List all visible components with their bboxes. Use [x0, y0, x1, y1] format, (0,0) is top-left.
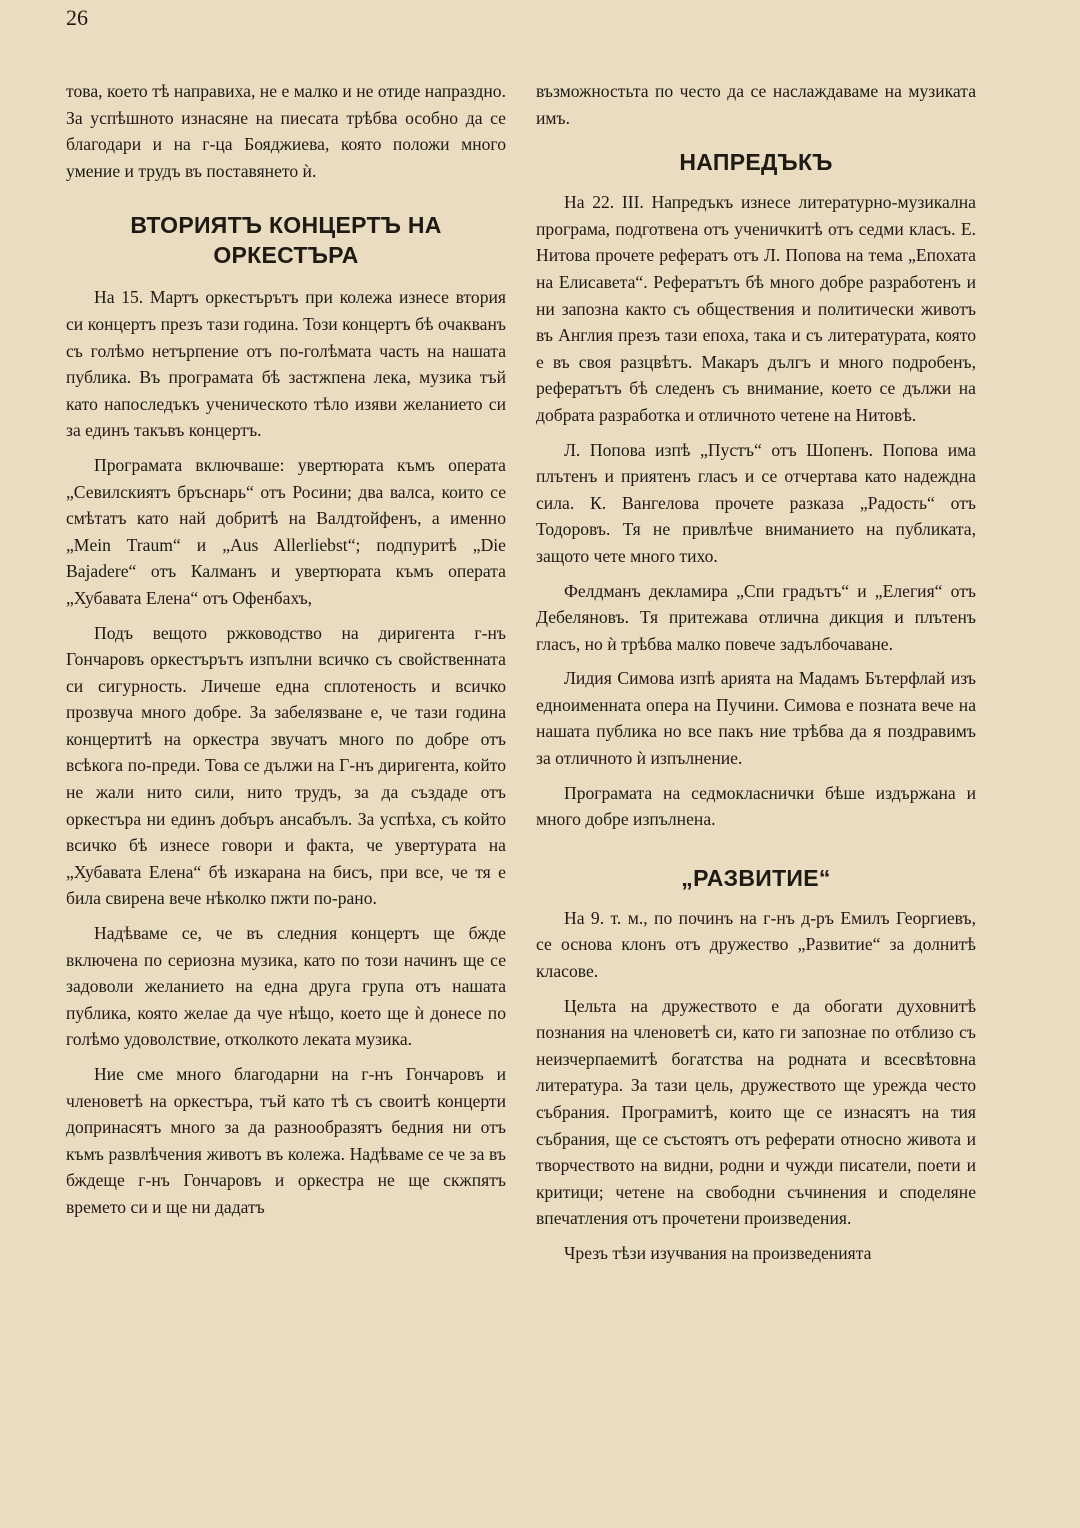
concert-paragraph-2: Програмата включваше: увертюрата къмъ операта „Севилскиятъ бръснарь“ отъ Росини; два валса, които се смѣтатъ като най добритѣ на Валдтойфенъ, а именно „Mein Traum“ и „Aus Allerliebst“; подпуритѣ „Die Bajadere“ отъ Калманъ и увертюрата къмъ операта „Хубавата Елена“ отъ Офенбахъ,: [66, 454, 506, 608]
continued-paragraph: това, което тѣ направиха, не е малко и не отиде напраздно. За успѣшното изнасяне на пиесата трѣбва особно да се благодари и на г-ца Бояджиева, която положи много умение и трудъ въ поставянето ѝ.: [66, 81, 506, 181]
concert-paragraph-4: Надѣваме се, че въ следния концертъ ще бжде включена по сериозна музика, като по този начинъ ще се задоволи желанието на една друга група отъ нашата публика, която желае да чуе нѣщо, което ще ѝ донесе по голѣмо удоволствие, отколкото леката музика.: [66, 923, 506, 1050]
napredak-paragraph-5: Програмата на седмокласнички бѣше издържана и много добре изпълнена.: [536, 782, 976, 830]
razvitie-heading: „РАЗВИТИЕ“: [681, 864, 831, 891]
razvitie-paragraph-2: Цельта на дружеството е да обогати духовнитѣ познания на членоветѣ си, като ги запознае по отблизо съ неизчерпаемитѣ богатства на родната и всесвѣтовна литература. За тази цель, дружеството ще урежда често събрания. Програмитѣ, които ще се изнасятъ на тия събрания, ще се състоятъ отъ реферати относно живота и творчеството на видни, родни и чужди писатели, поети и критици; четене на свободни съчинения и споделяне впечатления отъ прочетени произведения.: [536, 995, 976, 1229]
napredak-paragraph-3: Фелдманъ декламира „Спи градътъ“ и „Елегия“ отъ Дебеляновъ. Тя притежава отлична дикция и плътенъ гласъ, но ѝ трѣбва малко повече задълбочаване.: [536, 580, 976, 654]
concert-paragraph-1: На 15. Мартъ оркестърътъ при колежа изнесе втория си концертъ презъ тази година. Този концертъ бѣ очакванъ съ голѣмо нетърпение отъ по-голѣмата часть на нашата публика. Въ програмата бѣ застжпена лека, музика тъй като напоследъкъ ученическото тѣло изяви желанието си за единъ такъвъ концертъ.: [66, 287, 506, 441]
continued-paragraph: възможностьта по често да се наслаждаваме на музиката имъ.: [536, 81, 976, 128]
orchestra-concert-heading: ВТОРИЯТЪ КОНЦЕРТЪ НА ОРКЕСТЪРА: [130, 212, 442, 269]
razvitie-paragraph-3: Чрезъ тѣзи изучвания на произведенията: [564, 1242, 872, 1263]
page-number: 26: [66, 5, 88, 30]
napredak-paragraph-4: Лидия Симова изпѣ арията на Мадамъ Бътерфлай изъ едноименната опера на Пучини. Симова е позната вече на нашата публика но все пакъ ние трѣбва да я поздравимъ за отличното ѝ изпълнение.: [536, 668, 976, 769]
napredak-paragraph-2: Л. Попова изпѣ „Пустъ“ отъ Шопенъ. Попова има плътенъ и приятенъ гласъ и се отчертава като надеждна сила. К. Вангелова прочете разказа „Радость“ отъ Тодоровъ. Тя не привлѣче вниманието на публиката, защото чете много тихо.: [536, 439, 976, 566]
napredak-paragraph-1: На 22. III. Напредъкъ изнесе литературно-музикална програма, подготвена отъ ученичкитѣ отъ седми класъ. Е. Нитова прочете рефератъ отъ Л. Попова на тема „Епохата на Елисавета“. Рефератътъ бѣ много добре разработенъ и ни запозна както съ обществения и политически животъ въ Англия презъ тази епоха, така и съ литературата, която е въ своя разцвѣтъ. Макаръ дългъ и много подробенъ, рефератътъ бѣ следенъ съ внимание, което се дължи на добрата разработка и отличното четене на Нитовѣ.: [536, 192, 976, 425]
concert-paragraph-3: Подъ вещото ржководство на диригента г-нъ Гончаровъ оркестърътъ изпълни всичко съ свойственната си сигурность. Личеше една сплотеность и всичко прозвуча много добре. За забелязване е, че тази година концертитѣ на оркестра звучатъ много по добре отъ всѣкога по-преди. Това се дължи на Г-нъ диригента, който не жали нито сили, нито трудъ, за да създаде отъ оркестъра ни единъ добъръ ансабълъ. За успѣха, съ който всичко бѣ изнесе говори и факта, че увертурата на „Хубавата Елена“ бѣ изкарана на бисъ, при все, че тя е била свирена вече нѣколко пжти по-рано.: [66, 622, 506, 909]
right-column: [536, 78, 976, 1275]
concert-paragraph-5: Ние сме много благодарни на г-нъ Гончаровъ и членоветѣ на оркестъра, тъй като тѣ съ своитѣ концерти допринасятъ много за да разнообразятъ бедния ни отъ къмъ развлѣчения животъ въ колежа. Надѣваме се че за въ бждеще г-нъ Гончаровъ и оркестра не ще скжпятъ времето си и ще ни дадатъ: [66, 1064, 506, 1217]
left-column: [66, 78, 506, 1229]
napredak-heading: НАПРЕДЪКЪ: [679, 149, 833, 176]
razvitie-paragraph-1: На 9. т. м., по починъ на г-нъ д-ръ Емилъ Георгиевъ, се основа клонъ отъ дружество „Развитие“ за долнитѣ класове.: [536, 907, 976, 982]
